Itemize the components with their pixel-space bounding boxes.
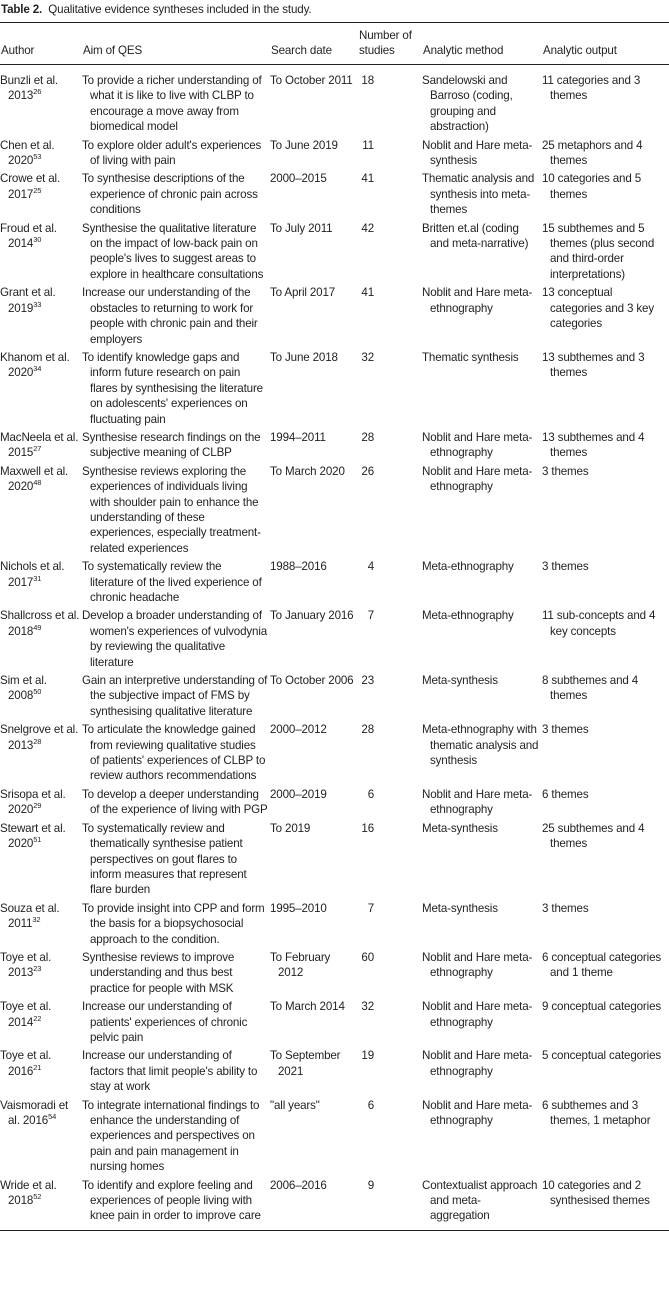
table-title: Qualitative evidence syntheses included in the study.	[48, 3, 312, 16]
analytic-output-cell: 3 themes	[542, 464, 589, 478]
analytic-method-cell: Meta-synthesis	[422, 674, 498, 688]
header-author: Author	[0, 23, 82, 65]
aim-cell: Synthesise research findings on the subjective meaning of CLBP	[82, 430, 261, 460]
number-of-studies-cell	[358, 899, 422, 948]
qes-table	[0, 22, 669, 1231]
number-of-studies-value: 6	[367, 787, 374, 801]
aim-cell: To identify and explore feeling and experiences of people living with knee pain in order to improve care	[82, 1178, 261, 1223]
author-name: Froud et al. 2014	[0, 221, 57, 251]
search-date-cell: To June 2018	[270, 350, 338, 364]
table-row	[0, 428, 669, 462]
number-of-studies-value: 16	[361, 821, 374, 835]
number-of-studies-value: 28	[361, 430, 374, 444]
author-cell	[0, 606, 82, 671]
aim-cell: Gain an interpretive understanding of the subjective impact of FMS by synthesising qualitative literature	[82, 674, 268, 718]
number-of-studies-cell	[358, 720, 422, 785]
analytic-method-cell: Meta-synthesis	[422, 821, 498, 835]
number-of-studies-cell	[358, 65, 422, 136]
analytic-output-cell: 9 conceptual categories	[542, 1000, 662, 1014]
header-analytic-output: Analytic output	[542, 23, 669, 65]
reference-number: 53	[33, 152, 42, 162]
table-row	[0, 462, 669, 557]
author-cell	[0, 1046, 82, 1095]
search-date-cell: 2000–2019	[270, 787, 327, 801]
number-of-studies-cell	[358, 169, 422, 218]
analytic-output-cell: 6 conceptual categories and 1 theme	[542, 950, 662, 980]
analytic-output-cell: 10 categories and 5 themes	[542, 172, 641, 201]
author-cell	[0, 1096, 82, 1176]
analytic-output-cell: 5 conceptual categories	[542, 1049, 662, 1063]
analytic-output-cell: 25 subthemes and 4 themes	[542, 821, 645, 851]
table-row	[0, 557, 669, 606]
analytic-method-cell: Noblit and Hare meta-ethnography	[422, 1000, 533, 1029]
aim-cell: To integrate international findings to enhance the understanding of experiences and perspectives on pain and pain management in nursing homes	[82, 1098, 260, 1174]
analytic-output-cell: 6 themes	[542, 787, 589, 801]
reference-number: 23	[33, 964, 42, 974]
number-of-studies-cell	[358, 785, 422, 819]
search-date-cell: 1994–2011	[270, 430, 326, 444]
reference-number: 32	[32, 915, 41, 925]
reference-number: 49	[33, 622, 42, 632]
analytic-method-cell: Sandelowski and Barroso (coding, grouping and abstraction)	[422, 74, 513, 134]
author-cell	[0, 428, 82, 462]
author-cell	[0, 169, 82, 218]
analytic-output-cell: 10 categories and 2 synthesised themes	[542, 1178, 650, 1208]
header-search-date: Search date	[270, 23, 358, 65]
table-row	[0, 348, 669, 428]
search-date-cell: To July 2011	[270, 221, 333, 235]
analytic-output-cell: 3 themes	[542, 723, 589, 737]
search-date-cell: To 2019	[270, 821, 311, 835]
analytic-method-cell: Meta-ethnography	[422, 560, 514, 574]
reference-number: 50	[33, 687, 42, 697]
table-label: Table 2.	[1, 3, 43, 16]
number-of-studies-value: 6	[367, 1098, 374, 1112]
search-date-cell: To March 2020	[270, 464, 345, 478]
number-of-studies-value: 18	[361, 74, 374, 87]
analytic-output-cell: 13 conceptual categories and 3 key categories	[542, 286, 654, 331]
author-name: Snelgrove et al. 2013	[0, 723, 79, 752]
author-cell	[0, 785, 82, 819]
author-name: Vaismoradi et al. 2016	[0, 1098, 69, 1127]
analytic-method-cell: Britten et.al (coding and meta-narrative)	[422, 221, 529, 251]
number-of-studies-cell	[358, 606, 422, 671]
author-name: Sim et al. 2008	[0, 674, 47, 703]
header-analytic-method: Analytic method	[422, 23, 542, 65]
table-row	[0, 136, 669, 170]
number-of-studies-value: 26	[361, 464, 374, 478]
table-row	[0, 1046, 669, 1095]
table-header-row	[0, 23, 669, 65]
analytic-output-cell: 3 themes	[542, 901, 589, 915]
number-of-studies-value: 60	[361, 950, 374, 964]
table-row	[0, 819, 669, 899]
search-date-cell: To April 2017	[270, 286, 336, 300]
table-row	[0, 671, 669, 720]
search-date-cell: To October 2006	[270, 674, 354, 688]
analytic-method-cell: Noblit and Hare meta-ethnography	[422, 950, 533, 980]
author-cell	[0, 462, 82, 557]
number-of-studies-value: 32	[361, 1000, 374, 1014]
search-date-cell: To June 2019	[270, 138, 338, 152]
author-name: Nichols et al. 2017	[0, 560, 65, 589]
aim-cell: Synthesise the qualitative literature on the impact of low-back pain on people's lives to suggest areas to explore in healthcare consultations	[82, 221, 264, 281]
author-name: Shallcross et al. 2018	[0, 609, 80, 638]
analytic-output-cell: 11 categories and 3 themes	[542, 74, 641, 103]
number-of-studies-value: 11	[362, 138, 374, 152]
reference-number: 30	[33, 235, 42, 245]
table-caption	[0, 0, 669, 22]
reference-number: 29	[33, 801, 42, 811]
number-of-studies-cell	[358, 948, 422, 997]
search-date-cell: 2000–2012	[270, 723, 327, 737]
search-date-cell: 1988–2016	[270, 560, 327, 574]
analytic-method-cell: Thematic synthesis	[422, 350, 519, 364]
search-date-cell: To September 2021	[270, 1049, 341, 1078]
number-of-studies-value: 7	[367, 609, 374, 623]
author-cell	[0, 283, 82, 348]
aim-cell: To develop a deeper understanding of the experience of living with PGP	[82, 787, 268, 817]
aim-cell: Develop a broader understanding of women's experiences of vulvodynia by reviewing the qualitative literature	[82, 609, 268, 669]
analytic-method-cell: Noblit and Hare meta-ethnography	[422, 286, 533, 315]
search-date-cell: To March 2014	[270, 1000, 345, 1014]
reference-number: 51	[33, 835, 42, 845]
number-of-studies-value: 32	[361, 350, 374, 364]
search-date-cell: "all years"	[270, 1098, 320, 1112]
author-name: Wride et al. 2018	[0, 1178, 57, 1208]
author-cell	[0, 819, 82, 899]
author-name: Stewart et al. 2020	[0, 821, 66, 851]
author-name: Srisopa et al. 2020	[0, 787, 66, 817]
author-cell	[0, 1176, 82, 1231]
reference-number: 52	[33, 1192, 42, 1202]
analytic-method-cell: Noblit and Hare meta-ethnography	[422, 787, 533, 817]
author-cell	[0, 557, 82, 606]
aim-cell: Increase our understanding of the obstacles to returning to work for people with chronic pain and their employers	[82, 286, 258, 346]
aim-cell: Synthesise reviews exploring the experiences of individuals living with shoulder pain to enhance the understanding of these experiences, especially treatment-related experiences	[82, 464, 261, 555]
reference-number: 54	[48, 1112, 57, 1122]
table-row	[0, 169, 669, 218]
number-of-studies-cell	[358, 348, 422, 428]
author-name: Khanom et al. 2020	[0, 350, 70, 380]
analytic-output-cell: 15 subthemes and 5 themes (plus second and third-order interpretations)	[542, 221, 655, 281]
author-name: MacNeela et al. 2015	[0, 430, 79, 460]
aim-cell: To provide a richer understanding of what it is like to live with CLBP to encourage a move away from biomedical model	[82, 74, 262, 134]
author-name: Crowe et al. 2017	[0, 172, 61, 201]
table-row	[0, 785, 669, 819]
search-date-cell: To October 2011	[270, 74, 353, 87]
analytic-output-cell: 11 sub-concepts and 4 key concepts	[542, 609, 656, 638]
number-of-studies-value: 19	[361, 1049, 374, 1063]
author-name: Souza et al. 2011	[0, 901, 60, 931]
table-row	[0, 997, 669, 1046]
reference-number: 34	[33, 364, 42, 374]
reference-number: 48	[33, 478, 42, 488]
search-date-cell: To January 2016	[270, 609, 354, 623]
author-cell	[0, 948, 82, 997]
author-name: Toye et al. 2014	[0, 1000, 52, 1029]
number-of-studies-cell	[358, 997, 422, 1046]
reference-number: 27	[33, 444, 42, 454]
header-number-of-studies: Number of studies	[358, 23, 422, 65]
table-row	[0, 720, 669, 785]
search-date-cell: 2006–2016	[270, 1178, 327, 1192]
analytic-output-cell: 13 subthemes and 3 themes	[542, 350, 645, 380]
author-cell	[0, 899, 82, 948]
table-row	[0, 65, 669, 136]
analytic-method-cell: Noblit and Hare meta-ethnography	[422, 430, 533, 460]
number-of-studies-cell	[358, 819, 422, 899]
author-name: Toye et al. 2013	[0, 950, 52, 980]
author-name: Grant et al. 2019	[0, 286, 56, 315]
number-of-studies-value: 4	[367, 560, 374, 574]
analytic-output-cell: 25 metaphors and 4 themes	[542, 138, 643, 168]
aim-cell: To systematically review and thematically synthesise patient perspectives on gout flares to inform measures that represent flare burden	[82, 821, 247, 897]
aim-cell: To provide insight into CPP and form the basis for a biopsychosocial approach to the condition.	[82, 901, 265, 946]
number-of-studies-cell	[358, 219, 422, 284]
analytic-output-cell: 3 themes	[542, 560, 589, 574]
author-name: Maxwell et al. 2020	[0, 464, 69, 494]
number-of-studies-cell	[358, 428, 422, 462]
analytic-output-cell: 6 subthemes and 3 themes, 1 metaphor	[542, 1098, 651, 1127]
reference-number: 22	[33, 1013, 42, 1023]
author-cell	[0, 997, 82, 1046]
table-row	[0, 899, 669, 948]
analytic-output-cell: 8 subthemes and 4 themes	[542, 674, 639, 703]
analytic-method-cell: Meta-ethnography with thematic analysis and synthesis	[422, 723, 539, 768]
aim-cell: Increase our understanding of factors that limit people's ability to stay at work	[82, 1049, 258, 1094]
aim-cell: Synthesise reviews to improve understanding and thus best practice for people with MSK	[82, 950, 235, 995]
analytic-method-cell: Noblit and Hare meta-ethnography	[422, 1049, 533, 1078]
aim-cell: To identify knowledge gaps and inform future research on pain flares by synthesising the literature on adolescents' experiences on fluctuating pain	[82, 350, 263, 426]
author-cell	[0, 720, 82, 785]
number-of-studies-value: 41	[361, 172, 374, 186]
analytic-method-cell: Meta-ethnography	[422, 609, 514, 623]
search-date-cell: 1995–2010	[270, 901, 327, 915]
author-cell	[0, 348, 82, 428]
table-row	[0, 219, 669, 284]
aim-cell: To systematically review the literature of the lived experience of chronic headache	[82, 560, 262, 604]
number-of-studies-cell	[358, 557, 422, 606]
number-of-studies-cell	[358, 1176, 422, 1231]
analytic-method-cell: Noblit and Hare meta-synthesis	[422, 138, 533, 168]
number-of-studies-value: 41	[361, 286, 374, 300]
table-row	[0, 948, 669, 997]
reference-number: 28	[33, 736, 42, 746]
analytic-method-cell: Thematic analysis and synthesis into meta-themes	[422, 172, 535, 217]
search-date-cell: To February 2012	[270, 950, 331, 980]
number-of-studies-value: 28	[361, 723, 374, 737]
number-of-studies-value: 23	[361, 674, 374, 688]
analytic-method-cell: Noblit and Hare meta-ethnography	[422, 464, 533, 494]
number-of-studies-cell	[358, 1046, 422, 1095]
reference-number: 26	[33, 87, 42, 97]
number-of-studies-value: 42	[361, 221, 374, 235]
author-name: Toye et al. 2016	[0, 1049, 52, 1078]
reference-number: 21	[33, 1062, 42, 1072]
header-aim: Aim of QES	[82, 23, 270, 65]
author-cell	[0, 219, 82, 284]
aim-cell: Increase our understanding of patients' experiences of chronic pelvic pain	[82, 1000, 248, 1044]
author-cell	[0, 671, 82, 720]
author-cell	[0, 136, 82, 170]
aim-cell: To articulate the knowledge gained from reviewing qualitative studies of patients' experiences of CLBP to review authors recommendations	[82, 723, 266, 783]
number-of-studies-cell	[358, 283, 422, 348]
analytic-method-cell: Meta-synthesis	[422, 901, 498, 915]
number-of-studies-cell	[358, 671, 422, 720]
table-row	[0, 1096, 669, 1176]
number-of-studies-cell	[358, 462, 422, 557]
aim-cell: To explore older adult's experiences of living with pain	[82, 138, 262, 168]
reference-number: 31	[33, 573, 42, 583]
table-row	[0, 283, 669, 348]
search-date-cell: 2000–2015	[270, 172, 327, 186]
analytic-method-cell: Contextualist approach and meta-aggregation	[422, 1178, 538, 1223]
reference-number: 33	[33, 299, 42, 309]
author-name: Bunzli et al. 2013	[0, 74, 58, 103]
table-row	[0, 606, 669, 671]
analytic-output-cell: 13 subthemes and 4 themes	[542, 430, 645, 460]
number-of-studies-cell	[358, 1096, 422, 1176]
analytic-method-cell: Noblit and Hare meta-ethnography	[422, 1098, 533, 1127]
reference-number: 25	[33, 185, 42, 195]
number-of-studies-value: 7	[367, 901, 374, 915]
author-name: Chen et al. 2020	[0, 138, 55, 168]
table-row	[0, 1176, 669, 1231]
number-of-studies-cell	[358, 136, 422, 170]
number-of-studies-value: 9	[367, 1178, 374, 1192]
author-cell	[0, 65, 82, 136]
aim-cell: To synthesise descriptions of the experience of chronic pain across conditions	[82, 172, 258, 217]
